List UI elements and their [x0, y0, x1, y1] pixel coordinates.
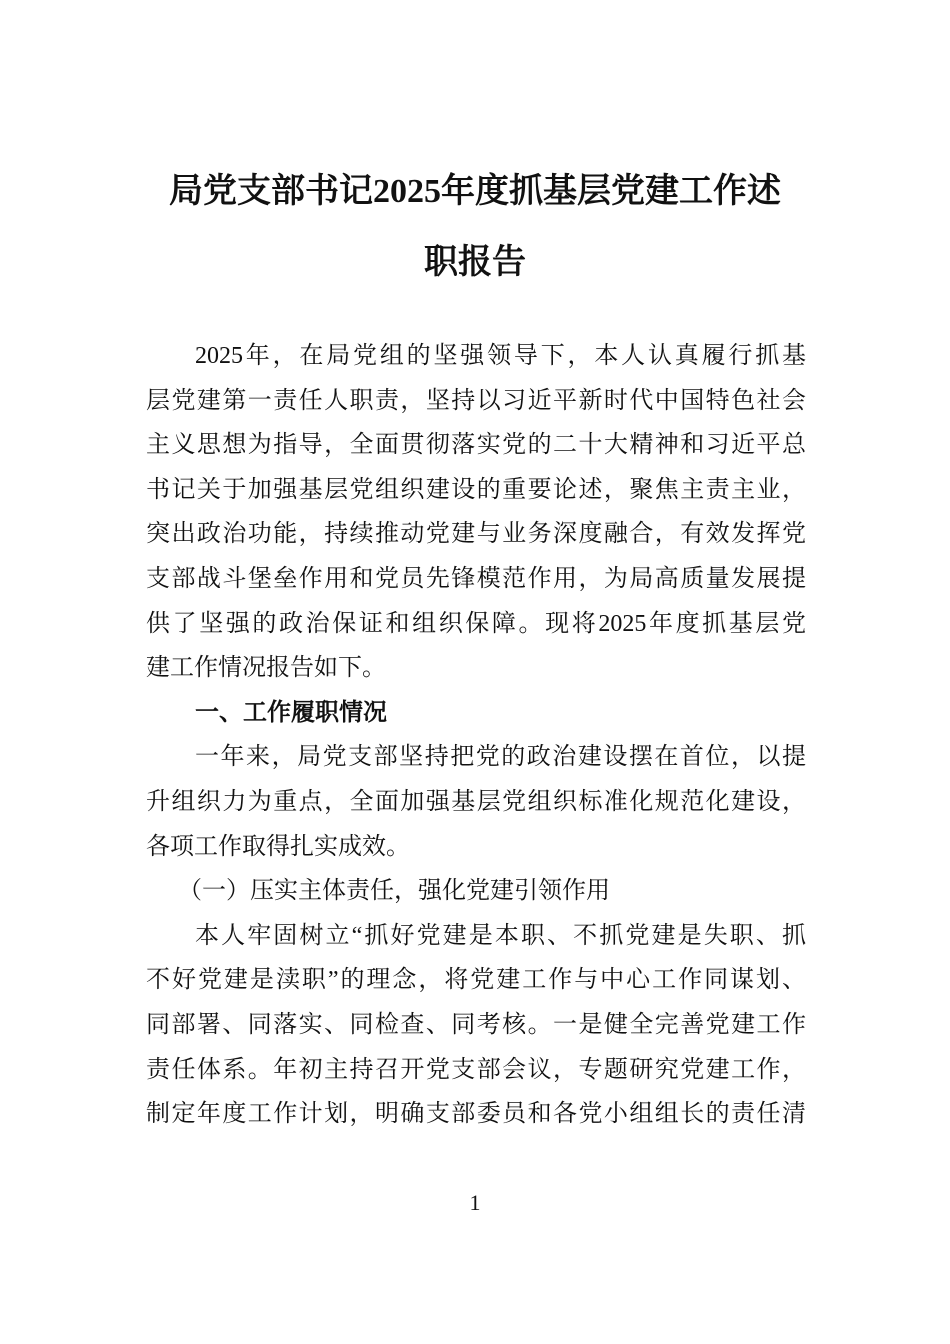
paragraph-line: 一年来，局党支部坚持把党的政治建设摆在首位，以提 — [195, 744, 806, 771]
paragraph-line: 升组织力为重点，全面加强基层党组织标准化规范化建设， — [146, 789, 806, 815]
paragraph-line: 主义思想为指导，全面贯彻落实党的二十大精神和习近平总 — [146, 432, 806, 459]
document-title-line-1: 局党支部书记2025年度抓基层党建工作述 — [169, 173, 781, 210]
paragraph-line: 同部署、同落实、同检查、同考核。一是健全完善党建工作 — [146, 1012, 806, 1038]
paragraph-line: 供了坚强的政治保证和组织保障。现将2025年度抓基层党 — [146, 610, 806, 637]
paragraph-line: 本人牢固树立“抓好党建是本职、不抓党建是失职、抓 — [195, 922, 806, 949]
document-title-line-2: 职报告 — [424, 244, 526, 281]
paragraph-line: 制定年度工作计划，明确支部委员和各党小组组长的责任清 — [146, 1101, 806, 1128]
subsection-heading: （一）压实主体责任，强化党建引领作用 — [178, 878, 610, 905]
paragraph-line: 不好党建是渎职”的理念，将党建工作与中心工作同谋划、 — [146, 967, 806, 994]
paragraph-line: 突出政治功能，持续推动党建与业务深度融合，有效发挥党 — [146, 521, 806, 548]
paragraph-line: 2025年，在局党组的坚强领导下，本人认真履行抓基 — [195, 343, 806, 369]
paragraph-line: 各项工作取得扎实成效。 — [146, 833, 410, 860]
section-heading: 一、工作履职情况 — [195, 699, 387, 726]
paragraph-line: 责任体系。年初主持召开党支部会议，专题研究党建工作， — [146, 1056, 806, 1083]
paragraph-line: 建工作情况报告如下。 — [146, 655, 386, 682]
paragraph-line: 支部战斗堡垒作用和党员先锋模范作用，为局高质量发展提 — [146, 566, 806, 592]
paragraph-line: 书记关于加强基层党组织建设的重要论述，聚焦主责主业， — [146, 476, 806, 503]
page-number: 1 — [469, 1190, 481, 1215]
paragraph-line: 层党建第一责任人职责，坚持以习近平新时代中国特色社会 — [146, 387, 806, 414]
